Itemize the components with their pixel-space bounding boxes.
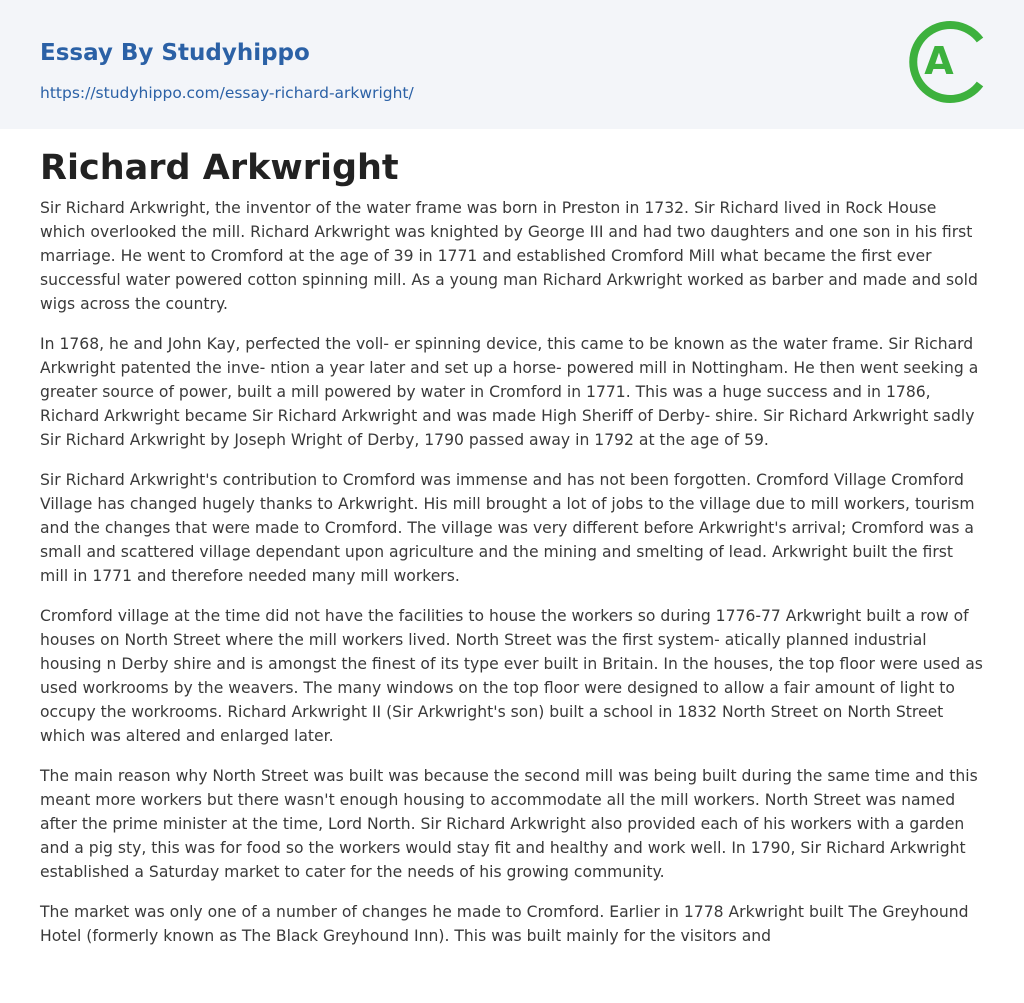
studyhippo-logo-icon[interactable] <box>906 17 988 107</box>
essay-paragraph: Sir Richard Arkwright, the inventor of the water frame was born in Preston in 1732. Sir Richard lived in Rock House which overlooked the mill. Richard Arkwright was knighted by George III and had two daughters and one son in his first marriage. He went to Cromford at the age of 39 in 1771 and established Cromford Mill what became the first ever successful water powered cotton spinning mill. As a young man Richard Arkwright worked as barber and made and sold wigs across the country. <box>40 199 978 313</box>
essay-paragraph: In 1768, he and John Kay, perfected the voll- er spinning device, this came to be known as the water frame. Sir Richard Arkwright patented the inve- ntion a year later and set up a horse- powered mill in Nottingham. He then went seeking a greater source of power, built a mill powered by water in Cromford in 1771. This was a huge success and in 1786, Richard Arkwright became Sir Richard Arkwright and was made High Sheriff of Derby- shire. Sir Richard Arkwright sadly Sir Richard Arkwright by Joseph Wright of Derby, 1790 passed away in 1792 at the age of 59. <box>40 335 979 449</box>
essay-paragraph: The main reason why North Street was built was because the second mill was being built during the same time and this meant more workers but there wasn't enough housing to accommodate all the mill workers. North Street was named after the prime minister at the time, Lord North. Sir Richard Arkwright also provided each of his workers with a garden and a pig sty, this was for food so the workers would stay fit and healthy and work well. In 1790, Sir Richard Arkwright established a Saturday market to cater for the needs of his growing community. <box>40 767 978 881</box>
site-title[interactable]: Essay By Studyhippo <box>40 40 310 66</box>
logo-letter: A <box>924 39 954 83</box>
essay-title: Richard Arkwright <box>40 148 399 188</box>
essay-url-link[interactable]: https://studyhippo.com/essay-richard-arkwright/ <box>40 84 414 102</box>
essay-content <box>40 146 984 964</box>
site-header <box>0 0 1024 129</box>
essay-paragraph: Sir Richard Arkwright's contribution to Cromford was immense and has not been forgotten. Cromford Village Cromford Village has changed hugely thanks to Arkwright. His mill brought a lot of jobs to the village due to mill workers, tourism and the changes that were made to Cromford. The village was very different before Arkwright's arrival; Cromford was a small and scattered village dependant upon agriculture and the mining and smelting of lead. Arkwright built the first mill in 1771 and therefore needed many mill workers. <box>40 471 975 585</box>
essay-paragraph: Cromford village at the time did not have the facilities to house the workers so during 1776-77 Arkwright built a row of houses on North Street where the mill workers lived. North Street was the first system- atically planned industrial housing n Derby shire and is amongst the finest of its type ever built in Britain. In the houses, the top floor were used as used workrooms by the weavers. The many windows on the top floor were designed to allow a fair amount of light to occupy the workrooms. Richard Arkwright II (Sir Arkwright's son) built a school in 1832 North Street on North Street which was altered and enlarged later. <box>40 607 983 745</box>
essay-paragraph: The market was only one of a number of changes he made to Cromford. Earlier in 1778 Arkwright built The Greyhound Hotel (formerly known as The Black Greyhound Inn). This was built mainly for the visitors and <box>40 903 969 945</box>
